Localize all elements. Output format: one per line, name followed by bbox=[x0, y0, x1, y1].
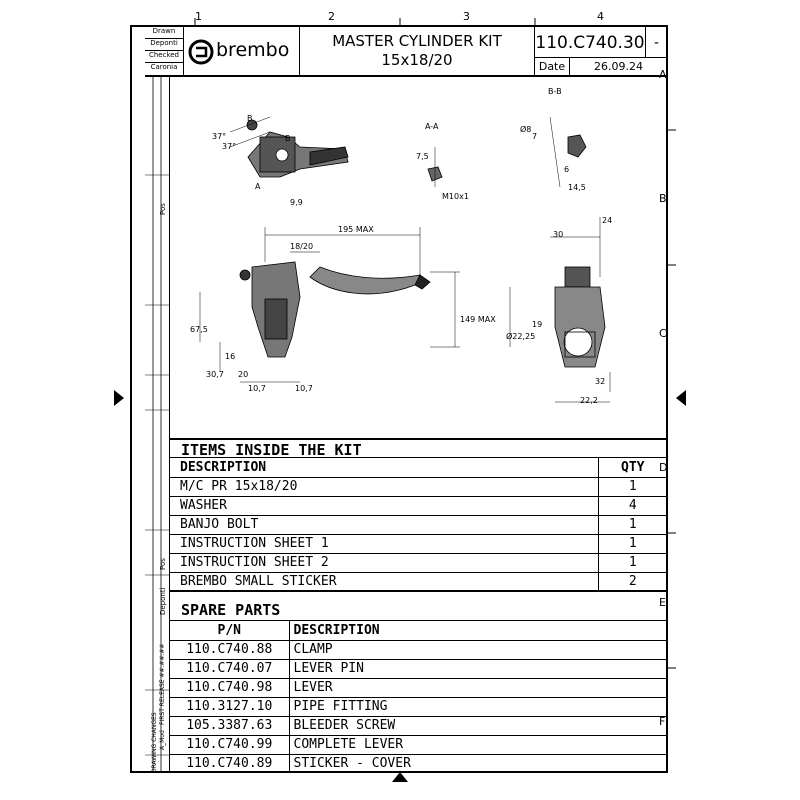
role-checked: Checked bbox=[145, 51, 183, 63]
strip-deponti: Deponti bbox=[159, 587, 167, 615]
label-dim-37b: 37° bbox=[222, 142, 237, 151]
kit-heading-row bbox=[170, 438, 667, 458]
title-block bbox=[145, 27, 667, 77]
table-row bbox=[170, 572, 667, 591]
grid-column-3: 3 bbox=[463, 10, 470, 23]
grid-row-c: C bbox=[659, 327, 667, 340]
table-row bbox=[170, 735, 667, 754]
strip-amod: A_Mod bbox=[159, 730, 166, 750]
spare-col-description: DESCRIPTION bbox=[293, 622, 380, 638]
revision-strip bbox=[145, 75, 170, 773]
kit-item-qty: 1 bbox=[628, 479, 637, 494]
label-dim-16: 16 bbox=[225, 352, 236, 361]
label-dim-67-5: 67,5 bbox=[190, 325, 208, 334]
kit-item-description: BREMBO SMALL STICKER bbox=[170, 572, 598, 591]
label-dim-10-7a: 10,7 bbox=[248, 384, 266, 393]
spare-item-pn: 110.C740.07 bbox=[170, 659, 289, 678]
date-value: 26.09.24 bbox=[594, 60, 643, 73]
label-dim-195: 195 MAX bbox=[338, 225, 374, 234]
label-marker-a: A bbox=[255, 182, 261, 191]
brembo-logo-icon bbox=[188, 39, 214, 65]
part-number: 110.C740.30 bbox=[535, 27, 646, 58]
table-row bbox=[170, 697, 667, 716]
table-row bbox=[170, 534, 667, 553]
kit-item-qty: 2 bbox=[628, 573, 637, 589]
role-drawn-name: Deponti bbox=[145, 39, 183, 51]
table-row bbox=[170, 477, 667, 496]
label-section-aa: A-A bbox=[425, 122, 439, 131]
table-row bbox=[170, 640, 667, 659]
kit-table bbox=[170, 458, 667, 592]
label-dim-6: 6 bbox=[564, 165, 570, 174]
grid-column-4: 4 bbox=[597, 10, 604, 23]
spare-item-description: PIPE FITTING bbox=[293, 699, 388, 714]
strip-pos-mid: Pos bbox=[159, 558, 167, 570]
brand-cell bbox=[184, 27, 300, 75]
kit-item-description: BANJO BOLT bbox=[170, 515, 598, 534]
label-dim-30: 30 bbox=[553, 230, 564, 239]
table-row bbox=[170, 754, 667, 773]
strip-edition: FIRST RELEASE ##.##.## bbox=[159, 643, 166, 725]
spare-item-description: CLAMP bbox=[293, 642, 333, 657]
kit-item-qty: 4 bbox=[628, 498, 637, 513]
label-dim-24: 24 bbox=[602, 216, 613, 225]
spare-heading: SPARE PARTS bbox=[181, 601, 281, 619]
table-row bbox=[170, 678, 667, 697]
role-checked-name: Caronia bbox=[150, 63, 178, 71]
label-dim-20: 20 bbox=[238, 370, 249, 379]
role-drawn: Drawn bbox=[145, 27, 183, 39]
spare-table bbox=[170, 621, 667, 773]
spare-item-pn: 110.C740.89 bbox=[170, 754, 289, 773]
technical-drawing bbox=[170, 77, 666, 437]
label-dim-7: 7 bbox=[532, 132, 538, 141]
spare-item-description: STICKER - COVER bbox=[293, 756, 411, 772]
label-dim-7-5: 7,5 bbox=[416, 152, 429, 161]
kit-item-qty: 1 bbox=[628, 555, 637, 570]
kit-item-description: INSTRUCTION SHEET 2 bbox=[170, 553, 598, 572]
section-bb-part bbox=[550, 117, 586, 187]
spare-item-description: BLEEDER SCREW bbox=[293, 718, 396, 733]
label-dim-9-9: 9,9 bbox=[290, 198, 303, 207]
date-label: Date bbox=[535, 58, 570, 75]
grid-row-a: A bbox=[659, 68, 667, 81]
label-dim-m10: M10x1 bbox=[442, 192, 469, 201]
label-marker-b1: B bbox=[247, 114, 253, 123]
drawing-subtitle: 15x18/20 bbox=[381, 51, 453, 69]
kit-heading: ITEMS INSIDE THE KIT bbox=[181, 441, 362, 459]
grid-row-b: B bbox=[659, 192, 667, 205]
kit-item-qty: 1 bbox=[628, 536, 637, 551]
table-row bbox=[170, 496, 667, 515]
label-dim-18-20: 18/20 bbox=[290, 242, 314, 251]
spare-item-description: COMPLETE LEVER bbox=[293, 737, 404, 752]
label-dim-19: 19 bbox=[532, 320, 543, 329]
label-dim-32: 32 bbox=[595, 377, 606, 386]
label-dim-37a: 37° bbox=[212, 132, 227, 141]
label-dim-8: Ø8 bbox=[520, 125, 532, 134]
strip-pos-top: Pos bbox=[159, 203, 167, 215]
label-dim-149: 149 MAX bbox=[460, 315, 496, 324]
label-dim-22-25: Ø22,25 bbox=[506, 332, 536, 341]
spare-col-pn: P/N bbox=[170, 621, 289, 640]
drawing-title: MASTER CYLINDER KIT bbox=[332, 32, 502, 50]
brand-name: brembo bbox=[216, 39, 290, 61]
title-cell bbox=[300, 27, 535, 75]
table-row bbox=[170, 716, 667, 735]
grid-row-e: E bbox=[659, 596, 666, 609]
revision-box: - bbox=[646, 27, 667, 58]
grid-column-2: 2 bbox=[328, 10, 335, 23]
label-section-bb: B-B bbox=[548, 87, 562, 96]
spare-heading-row bbox=[170, 600, 667, 621]
side-view-master-cylinder bbox=[200, 227, 460, 382]
kit-col-description: DESCRIPTION bbox=[170, 458, 598, 477]
spare-header-row bbox=[170, 621, 667, 640]
table-row bbox=[170, 515, 667, 534]
grid-row-d: D bbox=[659, 461, 668, 474]
table-row bbox=[170, 553, 667, 572]
kit-col-qty: QTY bbox=[621, 459, 645, 475]
table-row bbox=[170, 659, 667, 678]
label-dim-14-5: 14,5 bbox=[568, 183, 586, 192]
kit-item-qty: 1 bbox=[628, 517, 637, 532]
grid-column-1: 1 bbox=[195, 10, 202, 23]
spare-item-pn: 110.C740.88 bbox=[170, 640, 289, 659]
label-marker-b2: B bbox=[285, 134, 291, 143]
label-dim-22-2: 22,2 bbox=[580, 396, 598, 405]
spare-item-pn: 110.C740.99 bbox=[170, 735, 289, 754]
kit-header-row bbox=[170, 458, 667, 477]
spare-item-pn: 110.C740.98 bbox=[170, 678, 289, 697]
roles-column bbox=[145, 27, 184, 75]
label-dim-10-7b: 10,7 bbox=[295, 384, 313, 393]
label-dim-30-7: 30,7 bbox=[206, 370, 224, 379]
section-aa-part bbox=[428, 147, 442, 187]
spare-item-description: LEVER PIN bbox=[293, 661, 364, 676]
kit-item-description: WASHER bbox=[170, 496, 598, 515]
grid-row-f: F bbox=[659, 715, 666, 728]
spare-item-description: LEVER bbox=[293, 680, 333, 695]
top-view-lever bbox=[230, 117, 348, 177]
kit-item-description: INSTRUCTION SHEET 1 bbox=[170, 534, 598, 553]
kit-item-description: M/C PR 15x18/20 bbox=[170, 477, 598, 496]
front-view-master-cylinder bbox=[510, 216, 613, 402]
spare-item-pn: 110.3127.10 bbox=[170, 697, 289, 716]
strip-drawing-changes: DRAWING CHANGES bbox=[151, 712, 158, 773]
spare-item-pn: 105.3387.63 bbox=[170, 716, 289, 735]
